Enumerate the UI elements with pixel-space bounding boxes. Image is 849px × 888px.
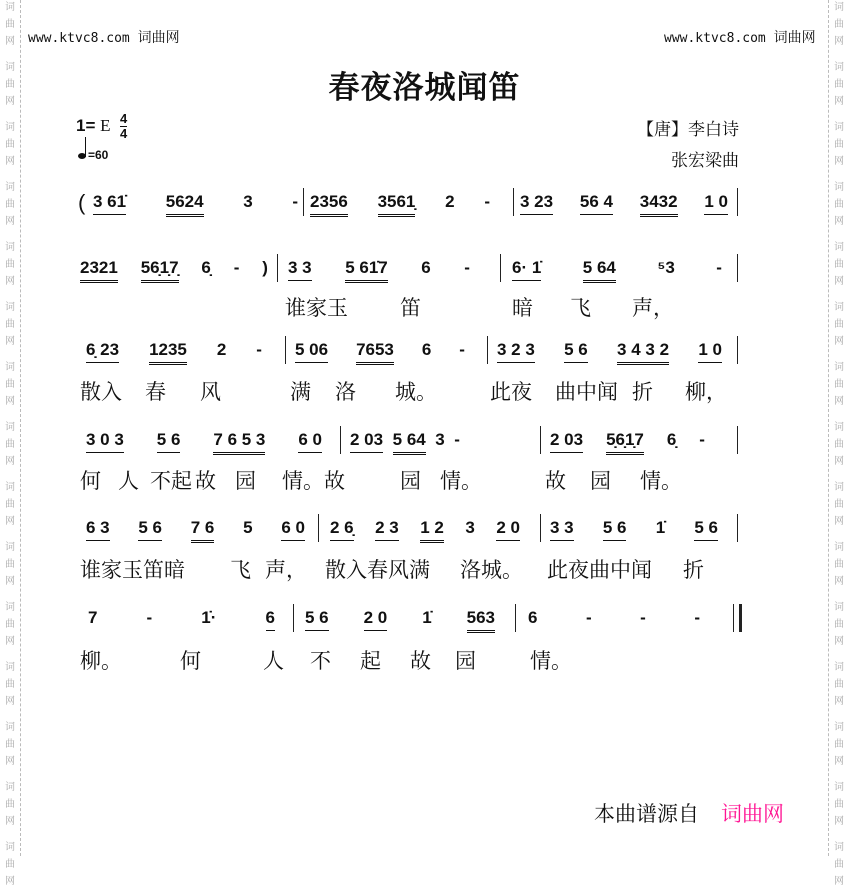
measure [528,608,700,634]
watermark-char: 曲 [5,439,15,450]
watermark-char: 词 [834,62,844,73]
note-group: 1̇ [422,608,432,627]
note-group: ) [262,258,268,277]
key-signature [76,116,111,136]
note-group: 5 64 [583,258,616,283]
lyric-text: 折 [632,381,653,404]
watermark-char: 网 [834,396,844,407]
note-group: 5 [243,518,253,537]
lyric-text: 故 [195,470,216,493]
watermark-char: 曲 [5,199,15,210]
note-group: 3561̣ [378,192,416,217]
barline [318,514,319,542]
barline [737,336,738,364]
note-group: 2356 [310,192,348,217]
watermark-char: 词 [5,122,15,133]
note-group: 6 0 [298,430,322,453]
watermark-char: 词 [5,602,15,613]
note-group: 2 0 [364,608,388,631]
watermark-char: 词 [834,122,844,133]
barline [737,254,738,282]
note-group: 2 [445,192,455,211]
lyric-text: 园 [400,470,421,493]
watermark-char: 曲 [834,379,844,390]
measure [350,430,460,456]
note-group: 5 06 [295,340,328,363]
notation-row [0,192,849,218]
note-group: 3 4 3 2 [617,340,669,365]
measure [86,340,262,366]
watermark-char: 词 [834,842,844,853]
watermark-char: 词 [834,602,844,613]
measure [305,608,495,634]
watermark-char: 词 [5,362,15,373]
barline [277,254,278,282]
lyric-text: 情。 [640,470,682,493]
watermark-char: 词 [5,662,15,673]
time-signature [120,112,127,141]
watermark-char: 曲 [5,859,15,870]
measure [86,518,305,544]
watermark-char: 曲 [834,739,844,750]
measure [288,258,470,284]
lyric-text: 柳。 [80,650,122,673]
watermark-char: 词 [5,302,15,313]
note-group: - [484,192,490,211]
watermark-char: 曲 [5,559,15,570]
note-group: 2 6̣ [330,518,354,541]
watermark-char: 网 [834,816,844,827]
lyric-text: 情。 [440,470,482,493]
final-barline [733,604,742,632]
note-group: 5 6 [603,518,627,541]
watermark-char: 曲 [834,199,844,210]
lyric-text: 故 [410,650,431,673]
note-group: 2 03 [550,430,583,453]
watermark-char: 网 [5,456,15,467]
note-group: 2 [216,340,227,359]
tempo-marking [78,148,108,162]
site-url-left[interactable] [28,27,180,47]
note-group: 7 6 [191,518,215,543]
watermark-char: 词 [834,362,844,373]
note-group: 56 4 [580,192,613,215]
note-group: 5 6 [694,518,718,541]
watermark-char: 网 [834,876,844,887]
note-group: 3 3 [288,258,312,281]
watermark-char: 曲 [834,319,844,330]
note-group: 6̣ [666,430,677,449]
lyric-text: 声， [265,559,307,582]
watermark-char: 网 [5,216,15,227]
lyric-text: 春 [145,381,166,404]
watermark-char: 词 [834,782,844,793]
note-group: 6 [266,608,275,631]
note-group: 1235 [149,340,187,365]
lyric-text: 笛 [400,297,421,320]
note-group: - [716,258,722,277]
barline [340,426,341,454]
note-group: 5 6 [564,340,588,363]
watermark-char: 网 [5,576,15,587]
barline [513,188,514,216]
watermark-char: 词 [834,2,844,13]
watermark-char: 网 [834,156,844,167]
note-group: - [292,192,298,211]
lyric-text: 人 [118,470,139,493]
key-label: 1= [76,116,96,135]
site-url[interactable]: www.ktvc8.com [28,31,130,46]
open-paren: ( [78,190,86,215]
lyric-text: 故 [545,470,566,493]
barline [293,604,294,632]
watermark-char: 曲 [834,499,844,510]
watermark-char: 词 [5,842,15,853]
note-group: ⁵3 [657,258,675,277]
watermark-char: 词 [5,62,15,73]
watermark-char: 曲 [834,559,844,570]
note-group: 6 0 [281,518,305,541]
watermark-char: 曲 [5,379,15,390]
barline [303,188,304,216]
watermark-char: 曲 [834,259,844,270]
lyric-text: 满 [290,381,311,404]
barline [737,514,738,542]
watermark-char: 曲 [5,499,15,510]
watermark-char: 网 [834,336,844,347]
watermark-char: 网 [834,276,844,287]
note-group: 1 0 [704,192,728,215]
watermark-char: 网 [834,36,844,47]
watermark-char: 网 [5,696,15,707]
note-group: 5̣6̣1̣7 [606,430,644,455]
watermark-char: 曲 [834,439,844,450]
watermark-char: 词 [834,302,844,313]
note-group: 3432 [640,192,678,217]
note-group: - [640,608,646,627]
watermark-char: 词 [5,542,15,553]
watermark-char: 网 [5,816,15,827]
note-group: 2 0 [496,518,520,541]
watermark-char: 词 [5,422,15,433]
note-group: - [459,340,465,359]
watermark-char: 词 [5,242,15,253]
lyric-text: 柳， [685,381,727,404]
watermark-char: 网 [5,396,15,407]
note-group: 5 61̇7 [345,258,388,283]
watermark-char: 网 [5,516,15,527]
note-group: 2 3 [375,518,399,541]
measure [497,340,722,366]
measure [88,608,275,634]
note-group: 3 [465,518,475,537]
watermark-char: 曲 [5,739,15,750]
watermark-char: 词 [5,182,15,193]
quarter-note-icon [78,153,86,159]
note-group: 6· 1̇ [512,258,541,281]
watermark-char: 词 [834,242,844,253]
note-group: 3 61̇ [93,192,126,215]
watermark-char: 曲 [834,19,844,30]
watermark-char: 网 [5,336,15,347]
measure [295,340,465,366]
note-group: - [699,430,705,449]
note-group: 5 64 [393,430,426,455]
watermark-char: 词 [5,2,15,13]
note-group: 3 2 3 [497,340,535,363]
barline [515,604,516,632]
lyric-text: 园 [235,470,256,493]
note-group: 6 [421,258,431,277]
note-group: 7 [88,608,98,627]
watermark-char: 网 [834,96,844,107]
notation-row [0,608,849,634]
lyric-text: 何 [180,650,201,673]
barline [285,336,286,364]
watermark-char: 词 [834,182,844,193]
note-group: 6 [528,608,538,627]
lyric-text: 情。故 [282,470,345,493]
watermark-char: 网 [5,156,15,167]
note-group: - [233,258,240,277]
lyric-text: 不 [310,650,331,673]
lyricist-credit: 【唐】李白诗 [637,120,739,139]
note-group: 5 6 [305,608,329,631]
watermark-char: 曲 [834,139,844,150]
watermark-char: 网 [834,216,844,227]
watermark-char: 曲 [5,319,15,330]
notation-row [0,430,849,456]
note-group: 1 0 [698,340,722,363]
notation-row [0,340,849,366]
watermark-char: 网 [5,636,15,647]
lyric-text: 散入春风满 [325,559,430,582]
lyric-text: 洛 [335,381,356,404]
time-top: 4 [120,111,128,126]
lyric-text: 风 [200,381,221,404]
watermark-char: 网 [5,756,15,767]
lyric-text: 谁家玉笛暗 [80,559,185,582]
barline [737,188,738,216]
barline [540,426,541,454]
lyric-text: 不起 [150,470,192,493]
measure [550,430,705,456]
lyric-text: 飞 [230,559,251,582]
note-group: - [256,340,262,359]
lyric-text: 此夜 [490,381,532,404]
note-group: - [146,608,153,627]
footer-brand-link[interactable]: 词曲网 [721,803,784,826]
lyric-text: 园 [455,650,476,673]
watermark-char: 网 [5,36,15,47]
watermark-char: 词 [834,662,844,673]
footer-text: 本曲谱源自 [594,803,699,826]
watermark-char: 曲 [5,19,15,30]
site-url[interactable]: www.ktvc8.com [664,31,766,46]
note-group: - [585,608,592,627]
measure [80,258,268,284]
note-group: 3 0 3 [86,430,124,453]
lyric-text: 情。 [530,650,572,673]
note-group: 5 6 [138,518,162,541]
barline [737,426,738,454]
notation-row [0,258,849,284]
watermark-char: 网 [834,516,844,527]
note-group: 6 [421,340,432,359]
watermark-char: 曲 [5,619,15,630]
composer-credit: 张宏梁曲 [671,151,739,170]
song-title: 春夜洛城闻笛 [328,70,521,105]
lyric-text: 暗 [512,297,533,320]
lyric-text: 此夜曲中闻 [547,559,652,582]
note-group: 6̣ [201,258,211,277]
note-group: 3 [243,192,253,211]
watermark-char: 词 [834,542,844,553]
watermark-char: 词 [5,722,15,733]
watermark-char: 网 [834,756,844,767]
note-group: 3 3 [550,518,574,541]
watermark-char: 网 [5,96,15,107]
watermark-char: 词 [834,422,844,433]
left-watermark-strip [0,0,21,887]
watermark-char: 曲 [834,619,844,630]
watermark-char: 曲 [834,859,844,870]
lyric-text: 洛城。 [460,559,523,582]
measure [330,518,520,544]
note-group: 5624 [166,192,204,217]
note-group: 56̣1̣7̣ [141,258,179,283]
lyric-text: 何 [80,470,101,493]
watermark-char: 网 [834,576,844,587]
watermark-char: 词 [5,482,15,493]
note-group: - [464,258,470,277]
note-group: 6 3 [86,518,110,541]
watermark-char: 曲 [5,799,15,810]
watermark-char: 曲 [5,79,15,90]
watermark-char: 曲 [5,139,15,150]
note-group: 5 6 [157,430,181,453]
note-group: 1 2 [420,518,444,543]
lyric-text: 飞 [570,297,591,320]
lyric-text: 谁家玉 [285,297,348,320]
lyric-text: 散入 [80,381,122,404]
note-group: 6̣ 23 [86,340,119,363]
watermark-char: 网 [834,696,844,707]
notation-row [0,518,849,544]
measure [520,192,728,218]
note-group: 2321 [80,258,118,283]
watermark-char: 曲 [5,259,15,270]
watermark-char: 词 [5,782,15,793]
barline [540,514,541,542]
watermark-char: 网 [834,636,844,647]
key-name: E [100,116,111,135]
note-group: 7653 [356,340,394,365]
right-watermark-strip [828,0,849,887]
note-group: 563 [467,608,495,633]
lyric-text: 城。 [395,381,437,404]
watermark-char: 词 [834,482,844,493]
watermark-char: 曲 [834,679,844,690]
watermark-char: 网 [5,876,15,887]
lyric-text: 园 [590,470,611,493]
note-group: 1̇ [655,518,666,537]
lyric-text: 折 [683,559,704,582]
note-group: - [694,608,700,627]
note-group: 3 [435,430,445,449]
lyric-text: 人 [263,650,284,673]
site-name: 词曲网 [773,30,816,46]
lyric-text: 声， [632,297,674,320]
measure [310,192,490,218]
time-bottom: 4 [120,126,128,141]
watermark-char: 曲 [834,79,844,90]
measure [550,518,718,544]
barline [500,254,501,282]
footer-source [594,798,784,828]
barline [487,336,488,364]
note-group: 2 03 [350,430,383,453]
watermark-char: 曲 [5,679,15,690]
watermark-char: 曲 [834,799,844,810]
tempo-value: =60 [88,148,109,162]
watermark-char: 网 [834,456,844,467]
lyric-text: 起 [360,650,381,673]
watermark-char: 网 [5,276,15,287]
watermark-char: 词 [834,722,844,733]
note-group: 7 6 5 3 [213,430,265,455]
site-url-right[interactable] [664,27,816,47]
lyric-text: 曲中闻 [555,381,618,404]
measure [93,192,298,218]
measure [512,258,722,284]
site-name: 词曲网 [137,30,180,46]
note-group: 1̇· [201,608,217,627]
measure [86,430,322,456]
note-group: 3 23 [520,192,553,215]
note-group: - [454,430,460,449]
